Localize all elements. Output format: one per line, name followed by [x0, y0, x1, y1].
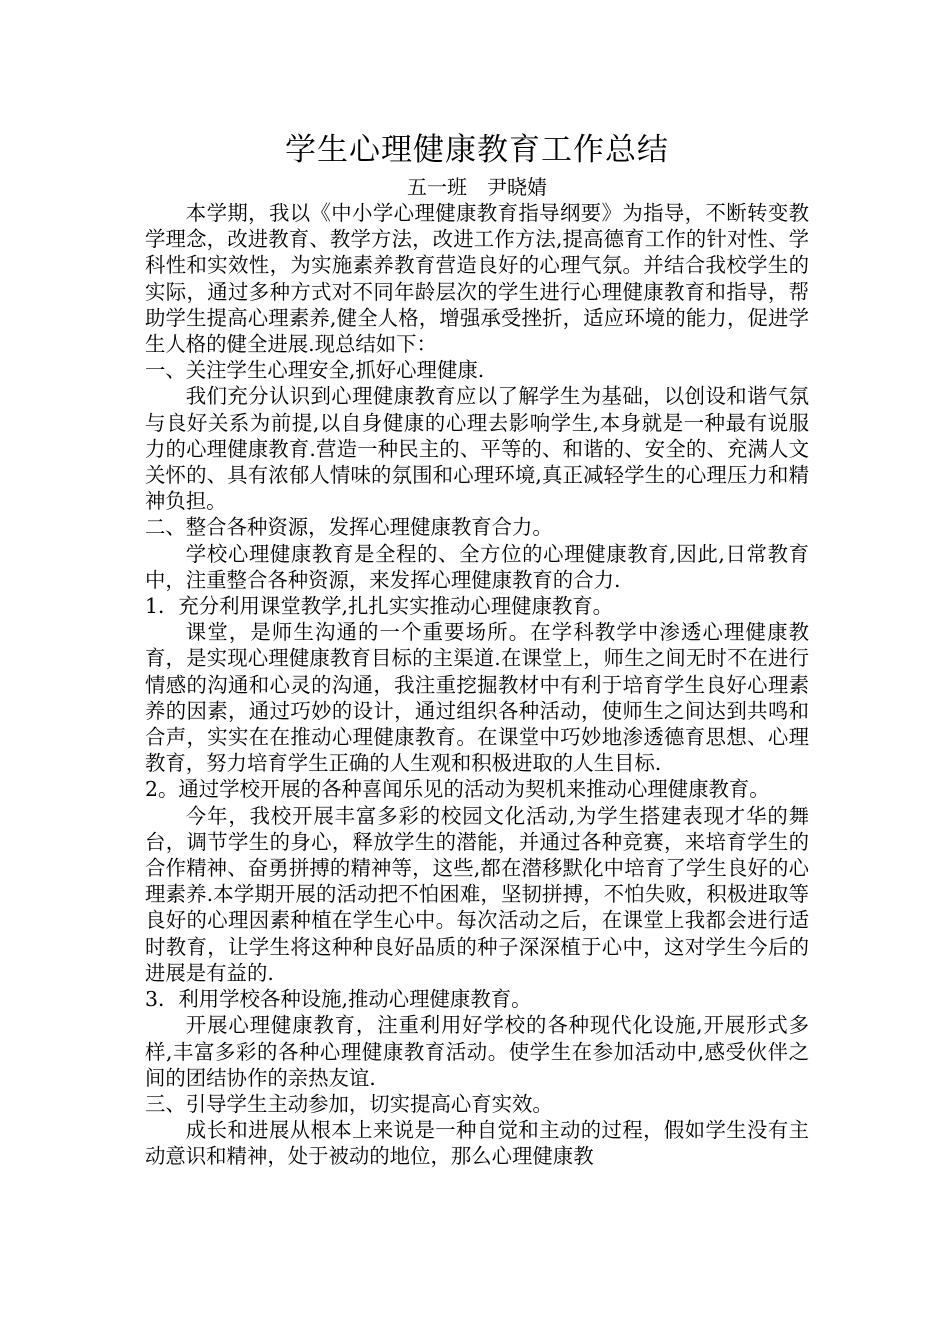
section-3-heading: 三、引导学生主动参加，切实提高心育实效。	[145, 1091, 553, 1116]
document-page	[145, 128, 809, 1170]
section-1-heading: 一、关注学生心理安全,抓好心理健康.	[145, 358, 485, 383]
subsection-1-paragraph: 课堂，是师生沟通的一个重要场所。在学科教学中渗透心理健康教育，是实现心理健康教育目标的主渠道.在课堂上，师生之间无时不在进行情感的沟通和心灵的沟通，我注重挖掘教材中有利于培育学生良好心理素养的因素，通过巧妙的设计，通过组织各种活动，使师生之间达到共鸣和合声，实实在在推动心理健康教育。在课堂中巧妙地渗透德育思想、心理教育，努力培育学生正确的人生观和积极进取的人生目标.	[145, 620, 809, 776]
intro-paragraph: 本学期，我以《中小学心理健康教育指导纲要》为指导，不断转变教学理念，改进教育、教学方法，改进工作方法,提高德育工作的针对性、学科性和实效性，为实施素养教育营造良好的心理气氛。并结合我校学生的实际，通过多种方式对不同年龄层次的学生进行心理健康教育和指导，帮助学生提高心理素养,健全人格，增强承受挫折，适应环境的能力，促进学生人格的健全进展.现总结如下：	[145, 201, 809, 357]
subsection-2-heading: 2。通过学校开展的各种喜闻乐见的活动为契机来推动心理健康教育。	[145, 777, 770, 802]
section-2-heading: 二、整合各种资源，发挥心理健康教育合力。	[145, 515, 553, 540]
section-1-paragraph: 我们充分认识到心理健康教育应以了解学生为基础，以创设和谐气氛与良好关系为前提,以自身健康的心理去影响学生,本身就是一种最有说服力的心理健康教育.营造一种民主的、平等的、和谐的、安全的、充满人文关怀的、具有浓郁人情味的氛围和心理环境,真正减轻学生的心理压力和精神负担。	[145, 384, 809, 514]
subsection-3-heading: 3．利用学校各种设施,推动心理健康教育。	[145, 987, 532, 1012]
document-title: 学生心理健康教育工作总结	[285, 132, 669, 168]
document-author: 五一班 尹晓婧	[407, 175, 547, 199]
section-3-paragraph: 成长和进展从根本上来说是一种自觉和主动的过程，假如学生没有主动意识和精神，处于被动的地位，那么心理健康教	[145, 1118, 809, 1169]
subsection-1-heading: 1．充分利用课堂教学,扎扎实实推动心理健康教育。	[145, 594, 614, 619]
subsection-2-paragraph: 今年，我校开展丰富多彩的校园文化活动,为学生搭建表现才华的舞台，调节学生的身心，释放学生的潜能，并通过各种竞赛，来培育学生的合作精神、奋勇拼搏的精神等，这些,都在潜移默化中培育了学生良好的心理素养.本学期开展的活动把不怕困难，坚韧拼搏，不怕失败，积极进取等良好的心理因素种植在学生心中。每次活动之后，在课堂上我都会进行适时教育，让学生将这种种良好品质的种子深深植于心中，这对学生今后的进展是有益的.	[145, 803, 809, 985]
subsection-3-paragraph: 开展心理健康教育，注重利用好学校的各种现代化设施,开展形式多样,丰富多彩的各种心理健康教育活动。使学生在参加活动中,感受伙伴之间的团结协作的亲热友谊.	[145, 1013, 809, 1090]
section-2-paragraph: 学校心理健康教育是全程的、全方位的心理健康教育,因此,日常教育中，注重整合各种资源，来发挥心理健康教育的合力.	[145, 541, 809, 592]
